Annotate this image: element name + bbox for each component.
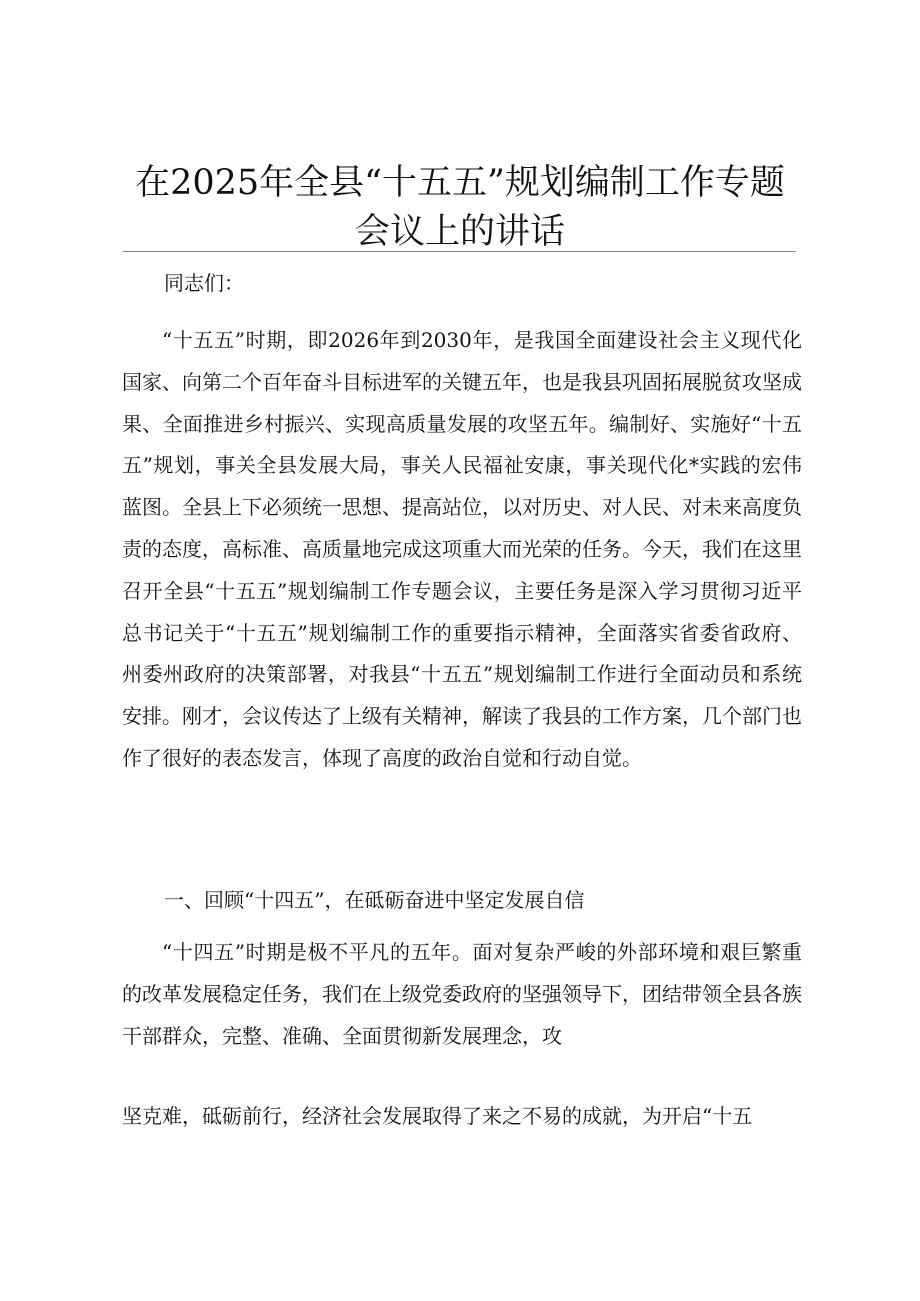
body-paragraph-3: 坚克难，砥砺前行，经济社会发展取得了来之不易的成就，为开启“十五 xyxy=(122,1104,753,1128)
document-title-line-1: 在2025年全县“十五五”规划编制工作专题 xyxy=(135,163,785,203)
title-divider xyxy=(123,251,796,252)
section-heading-1: 一、回顾“十四五”，在砥砺奋进中坚定发展自信 xyxy=(164,888,585,912)
salutation: 同志们： xyxy=(164,271,244,295)
body-paragraph-2: “十四五”时期是极不平凡的五年。面对复杂严峻的外部环境和艰巨繁重的改革发展稳定任务，我们在上级党委政府的坚强领导下，团结带领全县各族干部群众，完整、准确、全面贯彻新发展理念，攻 xyxy=(122,940,802,1048)
document-title-line-2: 会议上的讲话 xyxy=(354,212,565,252)
body-paragraph-1: “十五五”时期，即2026年到2030年，是我国全面建设社会主义现代化国家、向第二个百年奋斗目标进军的关键五年，也是我县巩固拓展脱贫攻坚成果、全面推进乡村振兴、实现高质量发展的攻坚五年。编制好、实施好“十五五”规划，事关全县发展大局，事关人民福祉安康，事关现代化*实践的宏伟蓝图。全县上下必须统一思想、提高站位，以对历史、对人民、对未来高度负责的态度，高标准、高质量地完成这项重大而光荣的任务。今天，我们在这里召开全县“十五五”规划编制工作专题会议，主要任务是深入学习贯彻习近平总书记关于“十五五”规划编制工作的重要指示精神，全面落实省委省政府、州委州政府的决策部署，对我县“十五五”规划编制工作进行全面动员和系统安排。刚才，会议传达了上级有关精神，解读了我县的工作方案，几个部门也作了很好的表态发言，体现了高度的政治自觉和行动自觉。 xyxy=(122,328,802,770)
